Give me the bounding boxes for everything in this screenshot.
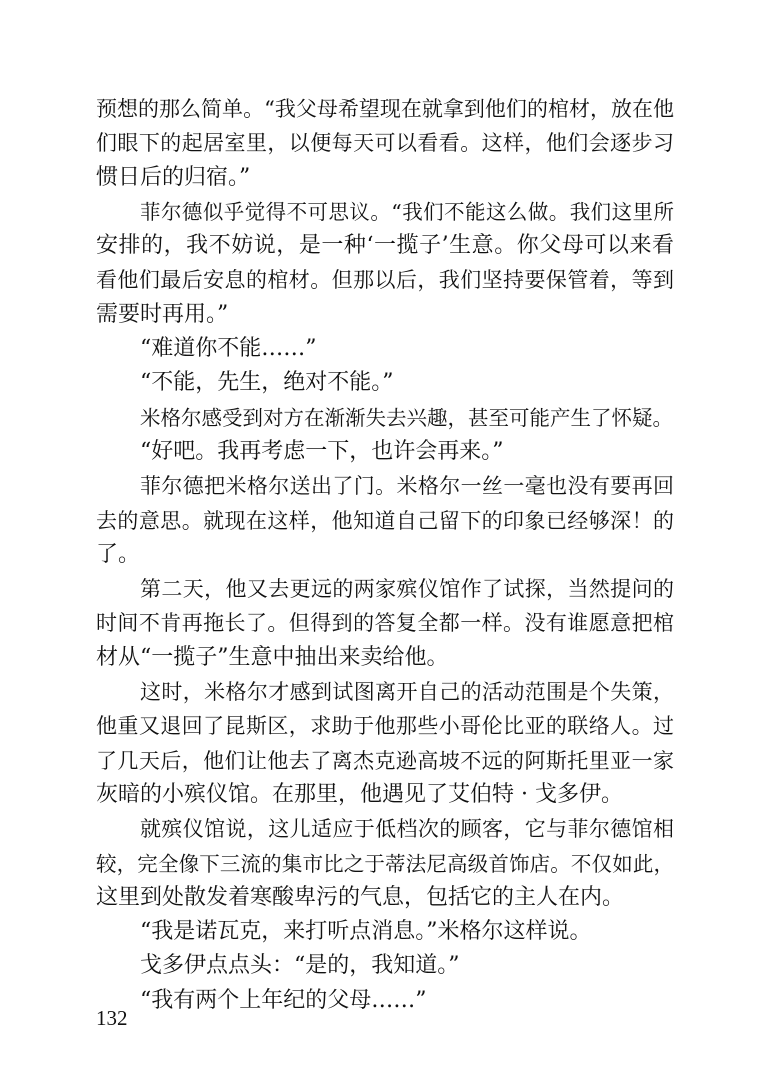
paragraph xyxy=(96,366,674,400)
text-line: “我有两个上年纪的父母……” xyxy=(140,987,427,1013)
paragraph xyxy=(96,675,674,812)
paragraph xyxy=(96,915,674,949)
text-line: 材从“一揽子”生意中抽出来卖给他。 xyxy=(96,644,449,670)
text-line: “我是诺瓦克，来打听点消息。”米格尔这样说。 xyxy=(140,919,592,945)
paragraph xyxy=(96,92,674,195)
page-number: 132 xyxy=(96,1006,128,1030)
text-line: 菲尔德把米格尔送出了门。米格尔一丝一毫也没有要再回 xyxy=(140,474,674,499)
text-line: “好吧。我再考虑一下，也许会再来。” xyxy=(140,438,504,464)
text-line: 就殡仪馆说，这儿适应于低档次的顾客，它与菲尔德馆相 xyxy=(140,817,674,842)
text-line: 这时，米格尔才感到试图离开自己的活动范围是个失策， xyxy=(140,680,674,705)
text-line: 了几天后，他们让他去了离杰克逊高坡不远的阿斯托里亚一家 xyxy=(96,748,674,773)
text-line: 菲尔德似乎觉得不可思议。“我们不能这么做。我们这里所 xyxy=(140,199,674,224)
text-line: 看他们最后安息的棺材。但那以后，我们坚持要保管着，等到 xyxy=(96,268,674,293)
paragraph xyxy=(96,812,674,915)
text-line: “难道你不能……” xyxy=(140,336,317,362)
text-line: 这里到处散发着寒酸卑污的气息，包括它的主人在内。 xyxy=(96,884,625,910)
text-line: 戈多伊点点头：“是的，我知道。” xyxy=(140,953,460,979)
text-line: 去的意思。就现在这样，他知道自己留下的印象已经够深！的 xyxy=(96,508,674,533)
text-line: 他重又退回了昆斯区，求助于他那些小哥伦比亚的联络人。过 xyxy=(96,714,674,739)
text-line: 预想的那么简单。“我父母希望现在就拿到他们的棺材，放在他 xyxy=(96,97,674,121)
text-line: 了。 xyxy=(96,541,141,567)
text-line: 时间不肯再拖长了。但得到的答复全都一样。没有谁愿意把棺 xyxy=(96,611,674,636)
paragraph xyxy=(96,332,674,366)
text-line: 米格尔感受到对方在渐渐失去兴趣，甚至可能产生了怀疑。 xyxy=(140,405,673,430)
paragraph xyxy=(96,435,674,469)
paragraph xyxy=(96,469,674,572)
paragraph xyxy=(96,984,674,1018)
paragraph xyxy=(96,195,674,332)
paragraph xyxy=(96,949,674,983)
text-line: 惯日后的归宿。” xyxy=(96,164,251,190)
text-line: 较，完全像下三流的集市比之于蒂法尼高级首饰店。不仅如此， xyxy=(96,851,674,876)
text-line: 需要时再用。” xyxy=(96,301,229,327)
page-body xyxy=(96,92,674,1018)
text-line: “不能，先生，绝对不能。” xyxy=(140,370,394,396)
text-line: 第二天，他又去更远的两家殡仪馆作了试探，当然提问的 xyxy=(140,577,674,602)
paragraph xyxy=(96,401,674,435)
paragraph xyxy=(96,572,674,675)
text-line: 们眼下的起居室里，以便每天可以看看。这样，他们会逐步习 xyxy=(96,131,674,156)
text-line: 安排的，我不妨说，是一种‘一揽子’生意。你父母可以来看 xyxy=(96,233,674,259)
text-line: 灰暗的小殡仪馆。在那里，他遇见了艾伯特 · 戈多伊。 xyxy=(96,781,623,807)
